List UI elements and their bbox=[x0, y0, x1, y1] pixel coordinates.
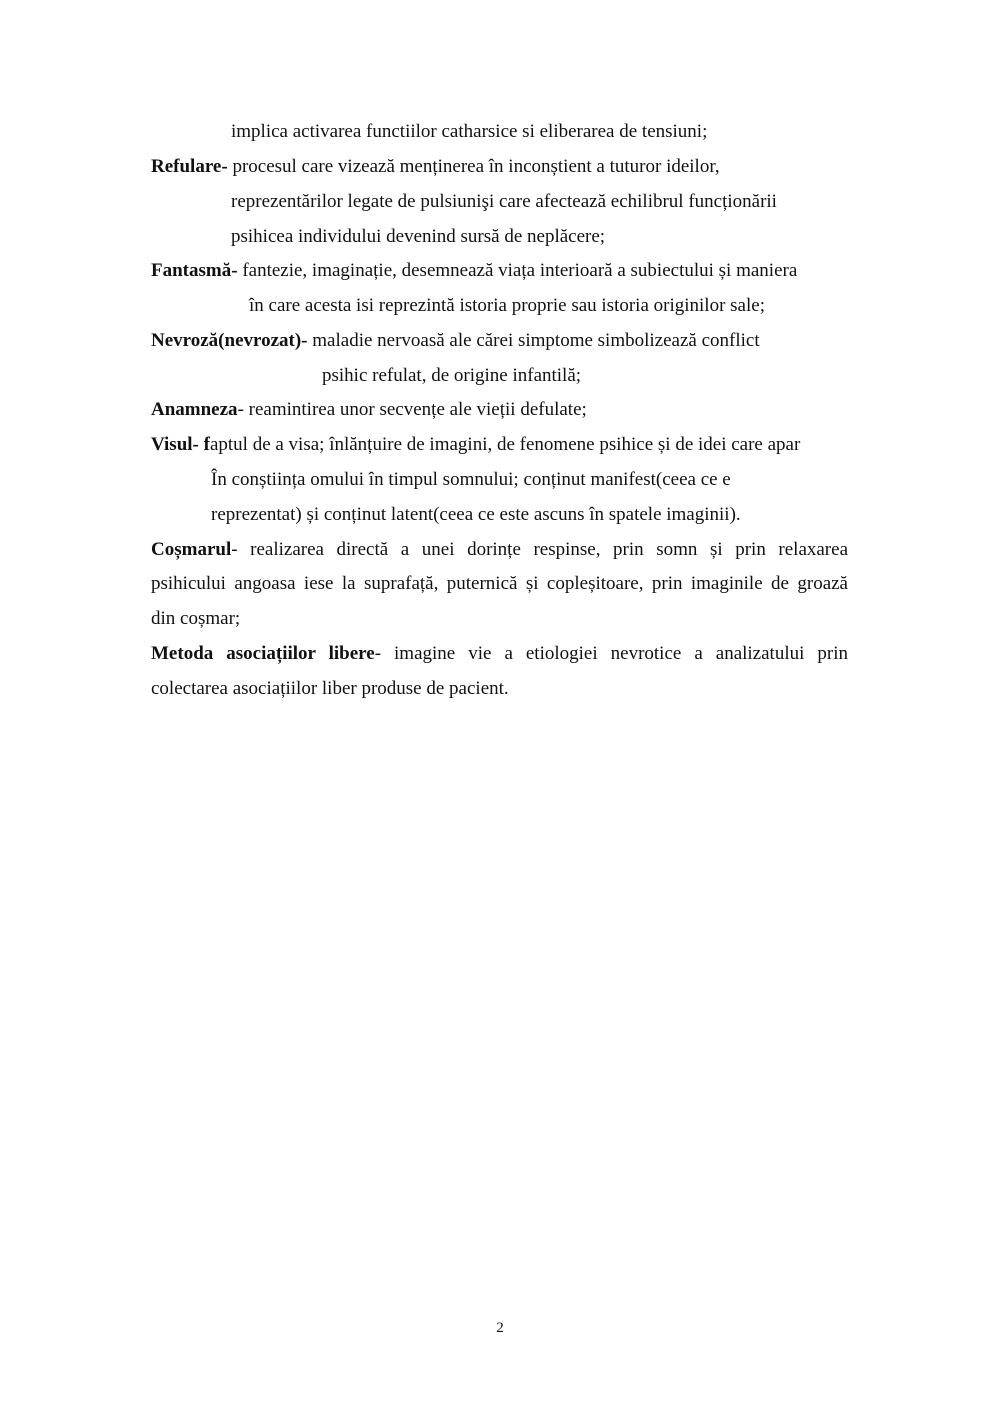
line-text: psihic refulat, de origine infantilă; bbox=[322, 365, 582, 386]
text-line bbox=[151, 677, 509, 701]
definition-text: aptul de a visa; înlănțuire de imagini, de fenomene psihice și de idei care apar bbox=[209, 434, 801, 455]
text-line bbox=[151, 607, 240, 631]
line-text: din coșmar; bbox=[151, 608, 241, 629]
definition-text: - reamintirea unor secvențe ale vieții defulate; bbox=[237, 399, 587, 420]
term: Coșmarul bbox=[151, 539, 232, 560]
definition-fantasma bbox=[151, 259, 797, 283]
text-line bbox=[211, 503, 741, 527]
text-line bbox=[231, 225, 605, 249]
line-text: colectarea asociațiilor liber produse de pacient. bbox=[151, 678, 509, 699]
line-text: psihicului angoasa iese la suprafață, puternică și copleșitoare, prin imaginile de groază bbox=[151, 573, 848, 594]
page-number: 2 bbox=[496, 1320, 504, 1336]
term: Metoda asociațiilor libere bbox=[151, 643, 375, 664]
definition-text: - imagine vie a etiologiei nevrotice a analizatului prin bbox=[374, 643, 848, 664]
term: Refulare- bbox=[151, 156, 228, 177]
definition-anamneza bbox=[151, 398, 587, 422]
line-text: În conștiința omului în timpul somnului; conținut manifest(ceea ce e bbox=[211, 469, 731, 490]
line-text: reprezentărilor legate de pulsiunişi care afectează echilibrul funcționării bbox=[231, 191, 777, 212]
line-text: psihicea individului devenind sursă de neplăcere; bbox=[231, 226, 606, 247]
definition-refulare bbox=[151, 155, 720, 179]
text-line bbox=[211, 468, 731, 492]
definition-text: maladie nervoasă ale cărei simptome simbolizează conflict bbox=[307, 330, 760, 351]
term: Anamneza bbox=[151, 399, 238, 420]
text-line bbox=[231, 120, 707, 144]
definition-text: - realizarea directă a unei dorințe respinse, prin somn și prin relaxarea bbox=[231, 539, 848, 560]
definition-text: fantezie, imaginație, desemnează viața interioară a subiectului și maniera bbox=[237, 260, 798, 281]
line-text: în care acesta isi reprezintă istoria proprie sau istoria originilor sale; bbox=[249, 295, 765, 316]
text-line bbox=[249, 294, 765, 318]
definition-text: procesul care vizează menținerea în inconștient a tuturor ideilor, bbox=[227, 156, 720, 177]
text-line bbox=[322, 364, 581, 388]
definition-visul bbox=[151, 433, 800, 457]
term: Nevroză(nevrozat)- bbox=[151, 330, 308, 351]
text-line bbox=[151, 572, 848, 596]
term: Visul- f bbox=[151, 434, 210, 455]
line-text: implica activarea functiilor catharsice si eliberarea de tensiuni; bbox=[231, 121, 708, 142]
line-text: reprezentat) și conținut latent(ceea ce este ascuns în spatele imaginii). bbox=[211, 504, 741, 525]
term: Fantasmă- bbox=[151, 260, 238, 281]
text-line bbox=[231, 190, 777, 214]
definition-nevroza bbox=[151, 329, 760, 353]
definition-metoda-asociatiilor bbox=[151, 642, 848, 666]
definition-cosmarul bbox=[151, 538, 848, 562]
